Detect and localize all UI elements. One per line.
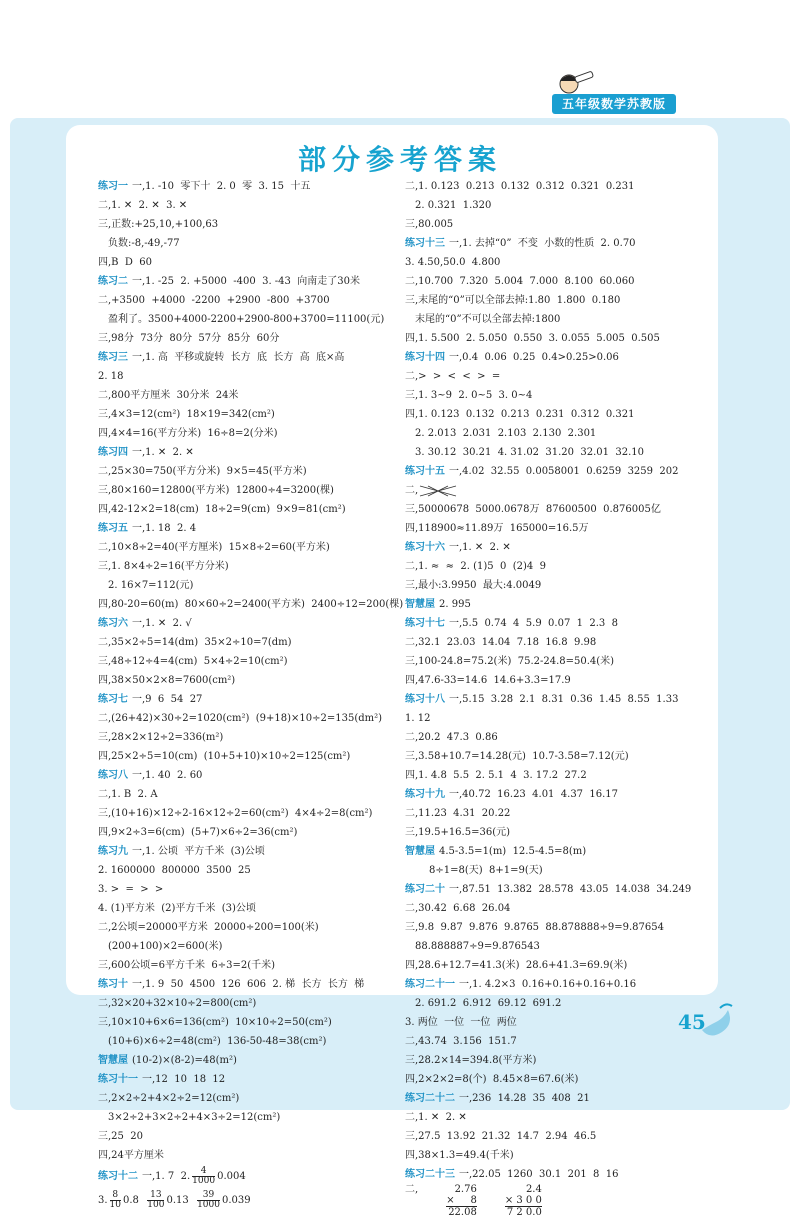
answer-line <box>98 386 398 405</box>
answer-line <box>98 1013 398 1032</box>
answer-text: 三,28×2×12÷2=336(m²) <box>98 732 224 743</box>
answer-text: 四,25×2÷5=10(cm) (10+5+10)×10÷2=125(cm²) <box>98 751 351 762</box>
answer-text: 末尾的“0”不可以全部去掉:1800 <box>415 314 561 325</box>
answer-line <box>98 519 398 538</box>
answer-line <box>405 994 725 1013</box>
answer-line <box>98 462 398 481</box>
calc-product: 7 2 0.0 <box>506 1207 542 1218</box>
answer-line <box>98 861 398 880</box>
answer-line <box>98 500 398 519</box>
answer-line <box>405 557 725 576</box>
answer-text: 二,10.700 7.320 5.004 7.000 8.100 60.060 <box>405 276 635 287</box>
answer-text: 0.13 <box>166 1195 196 1206</box>
answer-line <box>98 177 398 196</box>
exercise-label: 练习二十 <box>405 884 445 895</box>
answer-line <box>98 1165 398 1189</box>
calc-product: 22.08 <box>448 1207 477 1218</box>
calc-block <box>505 1184 542 1218</box>
answer-line <box>98 291 398 310</box>
exercise-label: 练习八 <box>98 770 128 781</box>
answer-line <box>405 310 725 329</box>
answer-line <box>405 861 725 880</box>
answer-line <box>405 652 725 671</box>
answer-line <box>98 1127 398 1146</box>
answer-text: 88.888887÷9=9.876543 <box>415 941 540 952</box>
answer-text: 三,19.5+16.5=36(元) <box>405 827 510 838</box>
answer-text: 三,4×3=12(cm²) 18×19=342(cm²) <box>98 409 275 420</box>
page-title: 部分参考答案 <box>297 143 502 176</box>
exercise-label: 练习十六 <box>405 542 445 553</box>
answer-line <box>98 367 398 386</box>
answer-text: 二,800平方厘米 30分米 24米 <box>98 390 239 401</box>
answer-text: 四,47.6-33=14.6 14.6+3.3=17.9 <box>405 675 571 686</box>
answer-line <box>405 633 725 652</box>
answer-line <box>98 253 398 272</box>
answer-line <box>405 1051 725 1070</box>
exercise-label: 练习十八 <box>405 694 445 705</box>
answer-text: 三,9.8 9.87 9.876 9.8765 88.878888÷9=9.87654 <box>405 922 664 933</box>
answer-text: 1. 12 <box>405 713 431 724</box>
exercise-label: 智慧屋 <box>405 599 435 610</box>
answer-text: 二,(26+42)×30÷2=1020(cm²) (9+18)×10÷2=135(dm²) <box>98 713 383 724</box>
answer-text: 二,1. B 2. A <box>98 789 158 800</box>
answer-line <box>405 1089 725 1108</box>
answer-line <box>98 842 398 861</box>
answer-line <box>98 994 398 1013</box>
exercise-label: 练习一 <box>98 181 128 192</box>
answer-text: 2. 16×7=112(元) <box>108 580 194 591</box>
answer-text: 三,1. 8×4÷2=16(平方分米) <box>98 561 229 572</box>
answer-line <box>98 956 398 975</box>
answer-text: 0.039 <box>221 1195 257 1206</box>
answer-text: 三,25 20 <box>98 1131 143 1142</box>
fraction-numerator: 8 <box>110 1191 121 1201</box>
answer-line <box>405 424 725 443</box>
answer-text: 二,30.42 6.68 26.04 <box>405 903 511 914</box>
answer-line <box>98 234 398 253</box>
answer-line <box>405 709 725 728</box>
answer-line <box>98 671 398 690</box>
answer-line <box>98 538 398 557</box>
answer-line <box>405 272 725 291</box>
answer-line <box>405 975 725 994</box>
answer-line <box>405 671 725 690</box>
answer-line <box>98 614 398 633</box>
answer-line <box>405 766 725 785</box>
answer-text: 三,28.2×14=394.8(平方米) <box>405 1055 537 1066</box>
answer-text: 四,1. 0.123 0.132 0.213 0.231 0.312 0.321 <box>405 409 635 420</box>
exercise-label: 练习四 <box>98 447 128 458</box>
answer-text: 一,87.51 13.382 28.578 43.05 14.038 34.249 <box>449 884 692 895</box>
answer-text: 一,1. 4.2×3 0.16+0.16+0.16+0.16 <box>459 979 637 990</box>
answer-line <box>405 785 725 804</box>
exercise-label: 练习十一 <box>98 1074 138 1085</box>
answer-text: 一,40.72 16.23 4.01 4.37 16.17 <box>449 789 619 800</box>
answer-text: 三,最小:3.9950 最大:4.0049 <box>405 580 542 591</box>
answer-text: 一,1. 公顷 平方千米 (3)公顷 <box>132 846 265 857</box>
answer-line <box>98 747 398 766</box>
answer-line <box>98 576 398 595</box>
answer-text: 三,正数:+25,10,+100,63 <box>98 219 219 230</box>
vertical-calc <box>405 1184 542 1218</box>
answer-text: 3. > = > > <box>98 884 164 895</box>
answer-line <box>405 842 725 861</box>
answer-text: 3. 两位 一位 一位 两位 <box>405 1017 517 1028</box>
answer-text: 二,2公顷=20000平方米 20000÷200=100(米) <box>98 922 319 933</box>
answer-line <box>98 1051 398 1070</box>
answer-line <box>98 1189 398 1213</box>
answer-line <box>98 1070 398 1089</box>
answer-line <box>405 177 725 196</box>
answer-line <box>405 1013 725 1032</box>
fraction-denominator: 1000 <box>197 1200 220 1210</box>
fraction-numerator: 39 <box>197 1191 220 1201</box>
answer-text: 2. 1600000 800000 3500 25 <box>98 865 251 876</box>
answer-text: 一,1. ✕ 2. √ <box>132 618 192 629</box>
answer-line <box>405 253 725 272</box>
answer-line <box>405 348 725 367</box>
exercise-label: 练习十九 <box>405 789 445 800</box>
answer-text: 三,100-24.8=75.2(米) 75.2-24.8=50.4(米) <box>405 656 615 667</box>
answer-line <box>98 1108 398 1127</box>
answer-line <box>405 443 725 462</box>
answer-text: 三,80.005 <box>405 219 454 230</box>
answer-text: 2. 18 <box>98 371 124 382</box>
answer-text: 3. 4.50,50.0 4.800 <box>405 257 501 268</box>
answer-line <box>98 424 398 443</box>
fraction-denominator: 100 <box>147 1200 165 1210</box>
answer-line <box>98 880 398 899</box>
answer-line <box>405 215 725 234</box>
answer-text: 一,12 10 18 12 <box>142 1074 226 1085</box>
answer-text: 一,5.15 3.28 2.1 8.31 0.36 1.45 8.55 1.33 <box>449 694 679 705</box>
answer-text: (10+6)×6÷2=48(cm²) 136-50-48=38(cm²) <box>108 1036 327 1047</box>
answer-text: 二,2×2÷2+4×2÷2=12(cm²) <box>98 1093 240 1104</box>
calc-multiplier: × 8 <box>446 1195 477 1206</box>
answer-line <box>405 880 725 899</box>
answer-line <box>98 728 398 747</box>
answer-text: 一,9 6 54 27 <box>132 694 203 705</box>
answer-text: 3. 30.12 30.21 4. 31.02 31.20 32.01 32.10 <box>415 447 644 458</box>
answer-text: 四,4×4=16(平方分米) 16÷8=2(分米) <box>98 428 278 439</box>
answer-line <box>98 557 398 576</box>
exercise-label: 练习九 <box>98 846 128 857</box>
answer-line <box>98 975 398 994</box>
answer-line <box>405 690 725 709</box>
calc-row <box>405 1184 542 1218</box>
answer-line <box>98 785 398 804</box>
exercise-label: 练习十四 <box>405 352 445 363</box>
fraction-numerator: 13 <box>147 1191 164 1201</box>
answer-text: 一,1. -25 2. +5000 -400 3. -43 向南走了30米 <box>132 276 360 287</box>
exercise-label: 练习二十二 <box>405 1093 455 1104</box>
answer-text: 四,B D 60 <box>98 257 152 268</box>
answer-text: 三,48÷12÷4=4(cm) 5×4÷2=10(cm²) <box>98 656 288 667</box>
answer-line <box>98 310 398 329</box>
exercise-label: 练习十七 <box>405 618 445 629</box>
answer-text: 一,5.5 0.74 4 5.9 0.07 1 2.3 8 <box>449 618 619 629</box>
answer-text: 四,42-12×2=18(cm) 18÷2=9(cm) 9×9=81(cm²) <box>98 504 346 515</box>
answer-text: 三,10×10+6×6=136(cm²) 10×10÷2=50(cm²) <box>98 1017 332 1028</box>
answer-line <box>98 595 404 614</box>
answer-text: 二, <box>405 485 419 496</box>
answer-text: 3. <box>98 1195 108 1206</box>
answer-text: 四,38×50×2×8=7600(cm²) <box>98 675 236 686</box>
answer-line <box>405 329 725 348</box>
answer-line <box>98 823 398 842</box>
answer-text: 8÷1=8(天) 8+1=9(天) <box>429 865 543 876</box>
answer-text: 二,1. 0.123 0.213 0.132 0.312 0.321 0.231 <box>405 181 635 192</box>
answer-line <box>98 196 398 215</box>
answer-text: 2. 0.321 1.320 <box>415 200 492 211</box>
calc-multiplicand: 2.4 <box>525 1184 542 1195</box>
answer-line <box>98 1146 398 1165</box>
answer-text: 一,1. -10 零下十 2. 0 零 3. 15 十五 <box>132 181 311 192</box>
answer-line <box>98 937 398 956</box>
answer-line <box>405 747 725 766</box>
answer-line <box>98 918 398 937</box>
answer-text: 一,1. 去掉“0” 不变 小数的性质 2. 0.70 <box>449 238 636 249</box>
answer-line <box>98 1089 398 1108</box>
page-number: 45 <box>678 1010 706 1034</box>
calc-multiplier: × 3 0 0 <box>504 1195 542 1206</box>
answer-line <box>405 1032 725 1051</box>
answer-text: 二,25×30=750(平方分米) 9×5=45(平方米) <box>98 466 307 477</box>
answer-line <box>405 1146 725 1165</box>
left-answer-column <box>98 177 404 1213</box>
answer-text: 三,50000678 5000.0678万 87600500 0.876005亿 <box>405 504 661 515</box>
answer-line <box>405 1165 725 1184</box>
answer-line <box>405 937 725 956</box>
fraction <box>197 1191 220 1210</box>
answer-line <box>405 576 725 595</box>
fraction-numerator: 4 <box>192 1167 215 1177</box>
answer-text: (200+100)×2=600(米) <box>108 941 223 952</box>
answer-line <box>405 500 725 519</box>
answer-text: 二,20.2 47.3 0.86 <box>405 732 498 743</box>
answer-text: 0.004 <box>217 1171 246 1182</box>
answer-text: (10-2)×(8-2)=48(m²) <box>132 1055 237 1066</box>
answer-line <box>98 348 398 367</box>
answer-line <box>405 386 725 405</box>
answer-text: 一,1. 40 2. 60 <box>132 770 203 781</box>
answer-line <box>405 595 725 614</box>
answer-text: 一,22.05 1260 30.1 201 8 16 <box>459 1169 619 1180</box>
answer-text: 二,35×2÷5=14(dm) 35×2÷10=7(dm) <box>98 637 292 648</box>
answer-line <box>98 329 398 348</box>
answer-line <box>405 918 725 937</box>
answer-text: 二,> > < < > = <box>405 371 501 382</box>
answer-text: 一,4.02 32.55 0.0058001 0.6259 3259 202 <box>449 466 679 477</box>
answer-line <box>405 462 725 481</box>
grade-badge: 五年级数学苏教版 <box>552 94 676 114</box>
answer-text: 三,3.58+10.7=14.28(元) 10.7-3.58=7.12(元) <box>405 751 629 762</box>
exercise-label: 练习十 <box>98 979 128 990</box>
answer-line <box>98 804 398 823</box>
answer-line <box>98 272 398 291</box>
answer-line <box>405 804 725 823</box>
answer-text: 一,1. 高 平移或旋转 长方 底 长方 高 底×高 <box>132 352 345 363</box>
answer-line <box>405 405 725 424</box>
answer-line <box>405 538 725 557</box>
answer-text: 二,32.1 23.03 14.04 7.18 16.8 9.98 <box>405 637 597 648</box>
answer-line <box>98 481 398 500</box>
exercise-label: 练习十二 <box>98 1171 138 1182</box>
answer-text: 四,9×2÷3=6(cm) (5+7)×6÷2=36(cm²) <box>98 827 298 838</box>
answer-text: 二,1. ✕ 2. ✕ <box>405 1112 467 1123</box>
answer-text: 2. 995 <box>439 599 471 610</box>
answer-text: 0.8 <box>123 1195 146 1206</box>
answer-text: 四,118900≈11.89万 165000=16.5万 <box>405 523 589 534</box>
answer-text: 负数:-8,-49,-77 <box>108 238 180 249</box>
answer-line <box>98 215 398 234</box>
answer-text: 三,600公顷=6平方千米 6÷3=2(千米) <box>98 960 276 971</box>
answer-text: 一,236 14.28 35 408 21 <box>459 1093 590 1104</box>
answer-line <box>405 956 725 975</box>
answer-line <box>405 1127 725 1146</box>
fraction <box>147 1191 164 1210</box>
fraction-denominator: 1000 <box>192 1176 216 1186</box>
fraction <box>192 1167 215 1186</box>
answer-line <box>98 766 398 785</box>
exercise-label: 练习六 <box>98 618 128 629</box>
answer-text: 四,38×1.3=49.4(千米) <box>405 1150 514 1161</box>
answer-line <box>405 899 725 918</box>
answer-text: 2. 691.2 6.912 69.12 691.2 <box>415 998 562 1009</box>
exercise-label: 练习十三 <box>405 238 445 249</box>
answer-text: 一,1. ✕ 2. ✕ <box>449 542 511 553</box>
answer-line <box>405 196 725 215</box>
answer-line <box>405 367 725 386</box>
answer-line <box>405 823 725 842</box>
answer-text: 4.5-3.5=1(m) 12.5-4.5=8(m) <box>439 846 587 857</box>
answer-text: 二,11.23 4.31 20.22 <box>405 808 511 819</box>
answer-text: 四,1. 5.500 2. 5.050 0.550 3. 0.055 5.005 0.505 <box>405 333 660 344</box>
answer-line <box>98 633 398 652</box>
matching-lines-icon <box>418 484 458 498</box>
exercise-label: 智慧屋 <box>405 846 435 857</box>
answer-text: 一,1. 18 2. 4 <box>132 523 197 534</box>
answer-text: 2. 2.013 2.031 2.103 2.130 2.301 <box>415 428 597 439</box>
answer-text: 二,32×20+32×10÷2=800(cm²) <box>98 998 257 1009</box>
answer-line <box>98 405 398 424</box>
answer-line <box>405 519 725 538</box>
answer-text: 3×2÷2+3×2÷2+4×3÷2=12(cm²) <box>108 1112 281 1123</box>
answer-text: 二,10×8÷2=40(平方厘米) 15×8÷2=60(平方米) <box>98 542 330 553</box>
exercise-label: 练习七 <box>98 694 128 705</box>
answer-text: 三,80×160=12800(平方米) 12800÷4=3200(棵) <box>98 485 334 496</box>
answer-line <box>405 481 725 500</box>
answer-text: 一,0.4 0.06 0.25 0.4>0.25>0.06 <box>449 352 619 363</box>
calc-block <box>446 1184 477 1218</box>
answer-text: 三,(10+16)×12÷2-16×12÷2=60(cm²) 4×4÷2=8(cm²) <box>98 808 373 819</box>
answer-line <box>98 1032 398 1051</box>
answer-line <box>98 443 398 462</box>
answer-text: 二,1. ≈ ≈ 2. (1)5 0 (2)4 9 <box>405 561 546 572</box>
answer-text: 一,1. ✕ 2. ✕ <box>132 447 194 458</box>
answer-text: 三,1. 3~9 2. 0~5 3. 0~4 <box>405 390 533 401</box>
answer-text: 盈利了。3500+4000-2200+2900-800+3700=11100(元) <box>108 314 385 325</box>
answer-text: 四,28.6+12.7=41.3(米) 28.6+41.3=69.9(米) <box>405 960 628 971</box>
calc-prefix: 二, <box>405 1184 419 1195</box>
answer-line <box>405 1070 725 1089</box>
answer-text: 三,98分 73分 80分 57分 85分 60分 <box>98 333 280 344</box>
answer-line <box>98 709 398 728</box>
right-answer-column <box>405 177 725 1184</box>
exercise-label: 练习三 <box>98 352 128 363</box>
calc-multiplicand: 2.76 <box>454 1184 477 1195</box>
answer-line <box>405 1108 725 1127</box>
answer-text: 四,24平方厘米 <box>98 1150 164 1161</box>
fraction <box>110 1191 121 1210</box>
answer-text: 三,27.5 13.92 21.32 14.7 2.94 46.5 <box>405 1131 597 1142</box>
exercise-label: 智慧屋 <box>98 1055 128 1066</box>
answer-text: 四,1. 4.8 5.5 2. 5.1 4 3. 17.2 27.2 <box>405 770 587 781</box>
fraction-denominator: 10 <box>109 1200 121 1210</box>
answer-text: 一,1. 7 2. <box>142 1171 191 1182</box>
answer-text: 三,末尾的“0”可以全部去掉:1.80 1.800 0.180 <box>405 295 621 306</box>
exercise-label: 练习二十三 <box>405 1169 455 1180</box>
exercise-label: 练习十五 <box>405 466 445 477</box>
answer-line <box>405 291 725 310</box>
answer-line <box>98 690 398 709</box>
answer-text: 4. (1)平方米 (2)平方千米 (3)公顷 <box>98 903 256 914</box>
answer-text: 四,2×2×2=8(个) 8.45×8=67.6(米) <box>405 1074 579 1085</box>
answer-text: 四,80-20=60(m) 80×60÷2=2400(平方米) 2400÷12=200(棵) <box>98 599 404 610</box>
answer-line <box>98 652 398 671</box>
answer-line <box>98 899 398 918</box>
answer-line <box>405 234 725 253</box>
answer-text: 二,+3500 +4000 -2200 +2900 -800 +3700 <box>98 295 330 306</box>
exercise-label: 练习五 <box>98 523 128 534</box>
exercise-label: 练习二 <box>98 276 128 287</box>
answer-text: 二,43.74 3.156 151.7 <box>405 1036 517 1047</box>
answer-line <box>405 728 725 747</box>
answer-text: 二,1. ✕ 2. ✕ 3. ✕ <box>98 200 188 211</box>
answer-text: 一,1. 9 50 4500 126 606 2. 梯 长方 长方 梯 <box>132 979 365 990</box>
exercise-label: 练习二十一 <box>405 979 455 990</box>
answer-line <box>405 614 725 633</box>
